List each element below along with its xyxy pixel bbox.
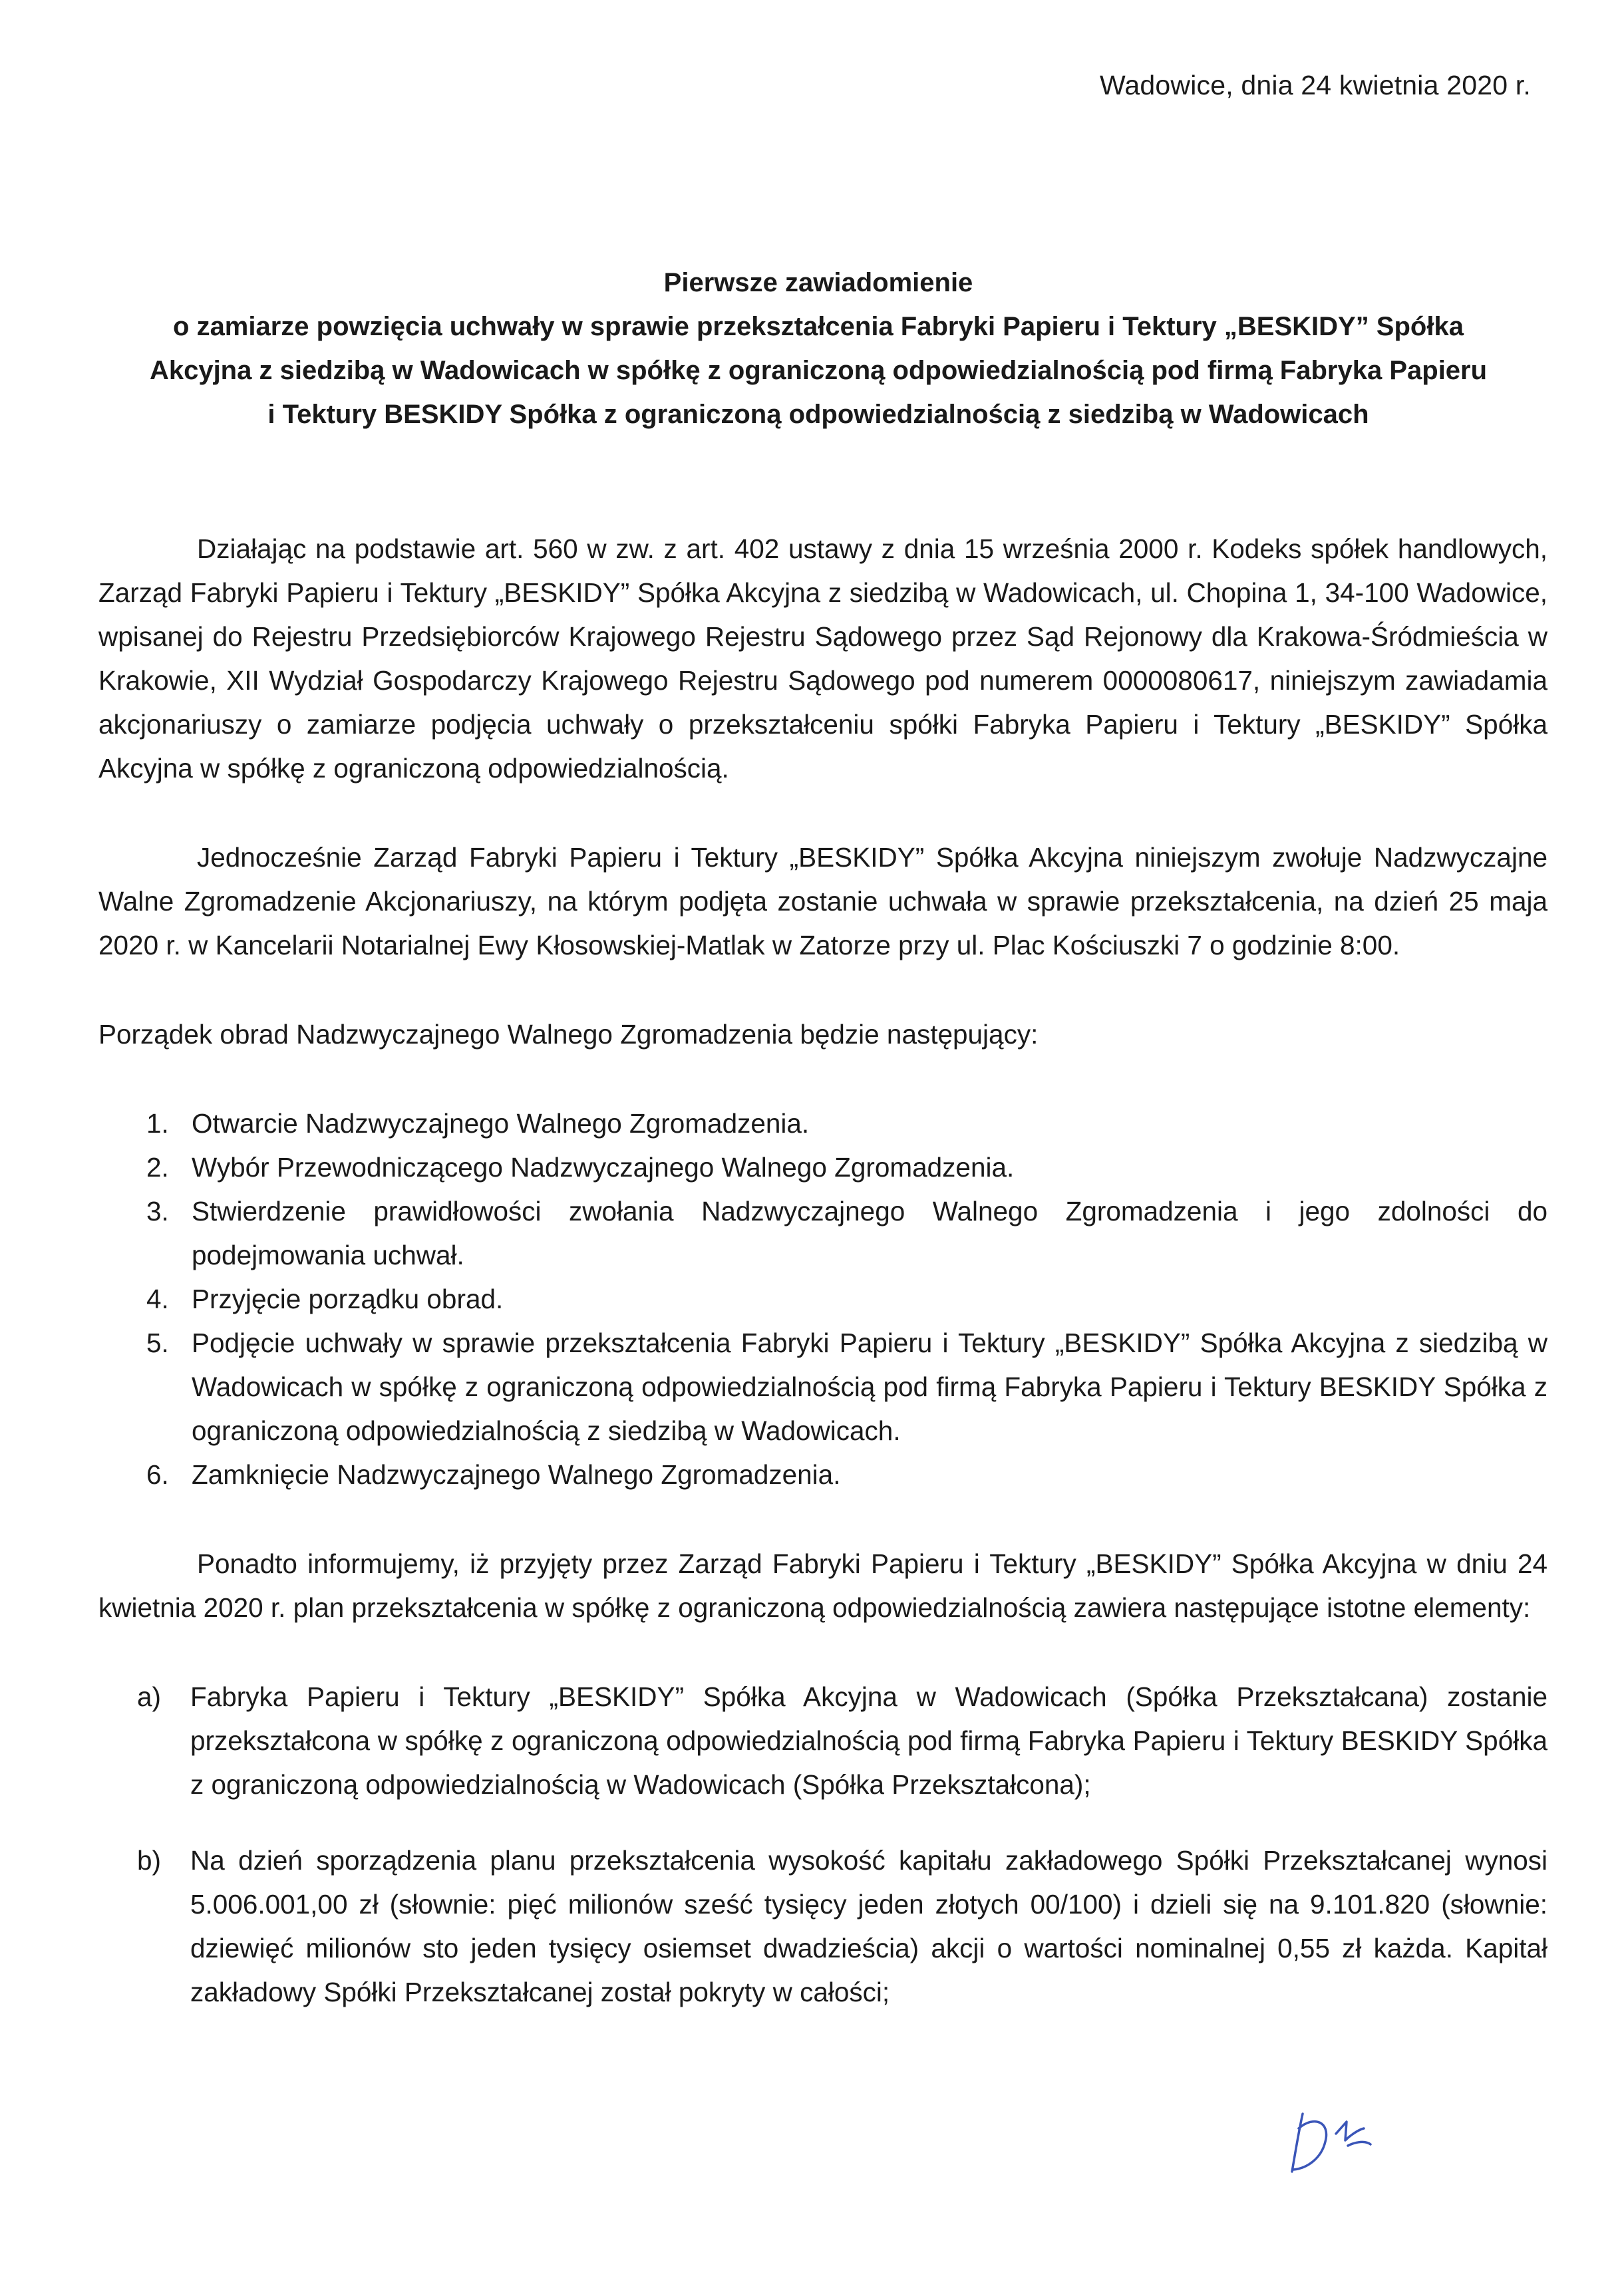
handwritten-initials-signature: [1284, 2102, 1384, 2182]
plan-element-text: Na dzień sporządzenia planu przekształcenia wysokość kapitału zakładowego Spółki Przekształcanej wynosi 5.006.001,00 zł (słownie: pięć milionów sześć tysięcy jeden złotych 00/100) i dzieli się na 9.101.820 (słownie: dziewięć milionów sto jeden tysięcy osiemset dwadzieścia) akcji o wartości nominalnej 0,55 zł każda. Kapitał zakładowy Spółki Przekształcanej został pokryty w całości;: [190, 1845, 1547, 2007]
agenda-item: [98, 1101, 1547, 1145]
agenda-item-number: 3.: [146, 1196, 169, 1226]
plan-elements-list: [98, 1675, 1547, 2014]
agenda-item-number: 5.: [146, 1328, 169, 1358]
agenda-item-text: Podjęcie uchwały w sprawie przekształcenia Fabryki Papieru i Tektury „BESKIDY” Spółka Akcyjna z siedzibą w Wadowicach w spółkę z ograniczoną odpowiedzialnością pod firmą Fabryka Papieru i Tektury BESKIDY Spółka z ograniczoną odpowiedzialnością z siedzibą w Wadowicach.: [192, 1328, 1547, 1446]
document-title: [93, 261, 1543, 436]
agenda-list: [98, 1101, 1547, 1497]
agenda-item: [98, 1145, 1547, 1189]
agenda-item-number: 6.: [146, 1459, 169, 1490]
title-line: Pierwsze zawiadomienie: [663, 268, 973, 297]
agenda-item: [98, 1453, 1547, 1497]
title-line: o zamiarze powzięcia uchwały w sprawie przekształcenia Fabryki Papieru i Tektury „BESKIDY” Spółka: [173, 312, 1464, 341]
agenda-item-text: Otwarcie Nadzwyczajnego Walnego Zgromadzenia.: [192, 1108, 810, 1139]
agenda-item: [98, 1189, 1547, 1277]
plan-element-item: [98, 1838, 1547, 2014]
agenda-item-number: 1.: [146, 1108, 169, 1139]
agenda-item-number: 4.: [146, 1284, 169, 1314]
paragraph-legal-basis: Działając na podstawie art. 560 w zw. z art. 402 ustawy z dnia 15 września 2000 r. Kodeks spółek handlowych, Zarząd Fabryki Papieru i Tektury „BESKIDY” Spółka Akcyjna z siedzibą w Wadowicach, ul. Chopina 1, 34-100 Wadowice, wpisanej do Rejestru Przedsiębiorców Krajowego Rejestru Sądowego przez Sąd Rejonowy dla Krakowa-Śródmieścia w Krakowie, XII Wydział Gospodarczy Krajowego Rejestru Sądowego pod numerem 0000080617, niniejszym zawiadamia akcjonariuszy o zamiarze podjęcia uchwały o przekształceniu spółki Fabryka Papieru i Tektury „BESKIDY” Spółka Akcyjna w spółkę z ograniczoną odpowiedzialnością.: [98, 533, 1547, 784]
agenda-item: [98, 1277, 1547, 1321]
title-line: i Tektury BESKIDY Spółka z ograniczoną odpowiedzialnością z siedzibą w Wadowicach: [267, 400, 1369, 429]
document-body: [98, 527, 1547, 2046]
agenda-item-text: Przyjęcie porządku obrad.: [192, 1284, 504, 1314]
plan-element-item: [98, 1675, 1547, 1806]
plan-element-label: a): [137, 1681, 162, 1712]
agenda-intro: Porządek obrad Nadzwyczajnego Walnego Zgromadzenia będzie następujący:: [98, 1019, 1039, 1050]
title-line: Akcyjna z siedzibą w Wadowicach w spółkę z ograniczoną odpowiedzialnością pod firmą Fabryka Papieru: [149, 356, 1488, 385]
agenda-item-number: 2.: [146, 1152, 169, 1183]
paragraph-transformation-plan: Ponadto informujemy, iż przyjęty przez Zarząd Fabryki Papieru i Tektury „BESKIDY” Spółka Akcyjna w dniu 24 kwietnia 2020 r. plan przekształcenia w spółkę z ograniczoną odpowiedzialnością zawiera następujące istotne elementy:: [98, 1548, 1547, 1623]
agenda-item-text: Stwierdzenie prawidłowości zwołania Nadzwyczajnego Walnego Zgromadzenia i jego zdolności do podejmowania uchwał.: [192, 1196, 1547, 1270]
plan-element-text: Fabryka Papieru i Tektury „BESKIDY” Spółka Akcyjna w Wadowicach (Spółka Przekształcana) zostanie przekształcona w spółkę z ograniczoną odpowiedzialnością pod firmą Fabryka Papieru i Tektury BESKIDY Spółka z ograniczoną odpowiedzialnością w Wadowicach (Spółka Przekształcona);: [190, 1681, 1547, 1800]
place-date: Wadowice, dnia 24 kwietnia 2020 r.: [1100, 70, 1531, 100]
agenda-item-text: Zamknięcie Nadzwyczajnego Walnego Zgromadzenia.: [192, 1459, 841, 1490]
agenda-item-text: Wybór Przewodniczącego Nadzwyczajnego Walnego Zgromadzenia.: [192, 1152, 1015, 1183]
paragraph-meeting-convocation: Jednocześnie Zarząd Fabryki Papieru i Tektury „BESKIDY” Spółka Akcyjna niniejszym zwołuje Nadzwyczajne Walne Zgromadzenie Akcjonariuszy, na którym podjęta zostanie uchwała w sprawie przekształcenia, na dzień 25 maja 2020 r. w Kancelarii Notarialnej Ewy Kłosowskiej-Matlak w Zatorze przy ul. Plac Kościuszki 7 o godzinie 8:00.: [98, 842, 1547, 960]
plan-element-label: b): [137, 1845, 162, 1876]
agenda-item: [98, 1321, 1547, 1453]
